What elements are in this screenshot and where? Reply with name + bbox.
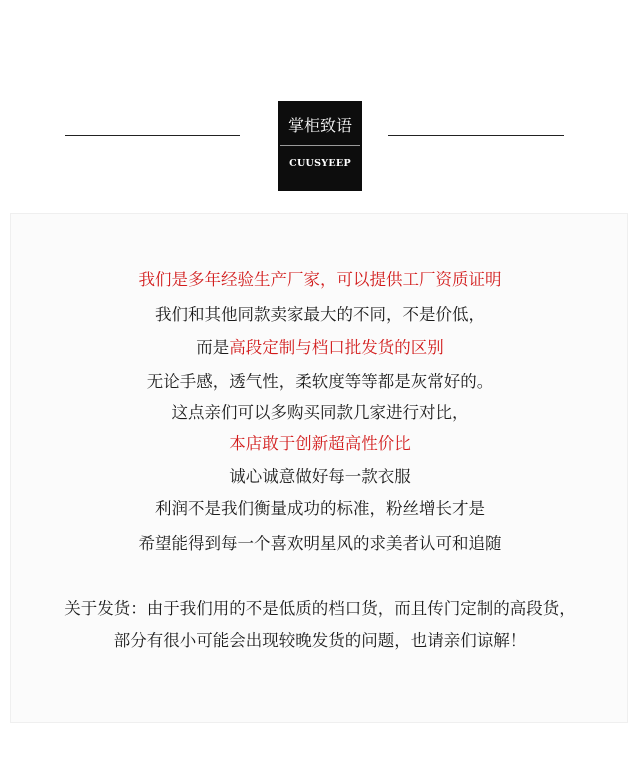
message-line-4: 无论手感，透气性，柔软度等等都是灰常好的。 <box>146 372 494 391</box>
divider-right <box>388 135 564 136</box>
message-line-8: 利润不是我们衡量成功的标准，粉丝增长才是 <box>155 499 485 518</box>
message-line-7: 诚心诚意做好每一款衣服 <box>229 467 411 486</box>
message-line-6: 本店敢于创新超高性价比 <box>229 434 411 453</box>
notice-line-2: 部分有很小可能会出现较晚发货的问题，也请亲们谅解！ <box>113 631 527 650</box>
message-line-1: 我们是多年经验生产厂家，可以提供工厂资质证明 <box>138 270 502 289</box>
badge-divider <box>280 145 360 146</box>
divider-left <box>65 135 240 136</box>
message-line-5: 这点亲们可以多购买同款几家进行对比， <box>171 403 469 422</box>
message-line-3-prefix: 而是 <box>196 338 230 357</box>
message-line-3-highlight: 高段定制与档口批发货的区别 <box>229 338 444 357</box>
message-line-2: 我们和其他同款卖家最大的不同，不是价低， <box>155 305 485 324</box>
header <box>0 0 640 200</box>
message-line-3 <box>0 336 640 360</box>
message-line-9: 希望能得到每一个喜欢明星风的求美者认可和追随 <box>138 534 502 553</box>
badge-title: 掌柜致语 <box>287 116 352 135</box>
shopkeeper-badge <box>278 101 362 191</box>
badge-subtitle: CUUSYEEP <box>289 158 351 169</box>
notice-line-1: 关于发货：由于我们用的不是低质的档口货，而且传门定制的高段货， <box>64 599 576 618</box>
